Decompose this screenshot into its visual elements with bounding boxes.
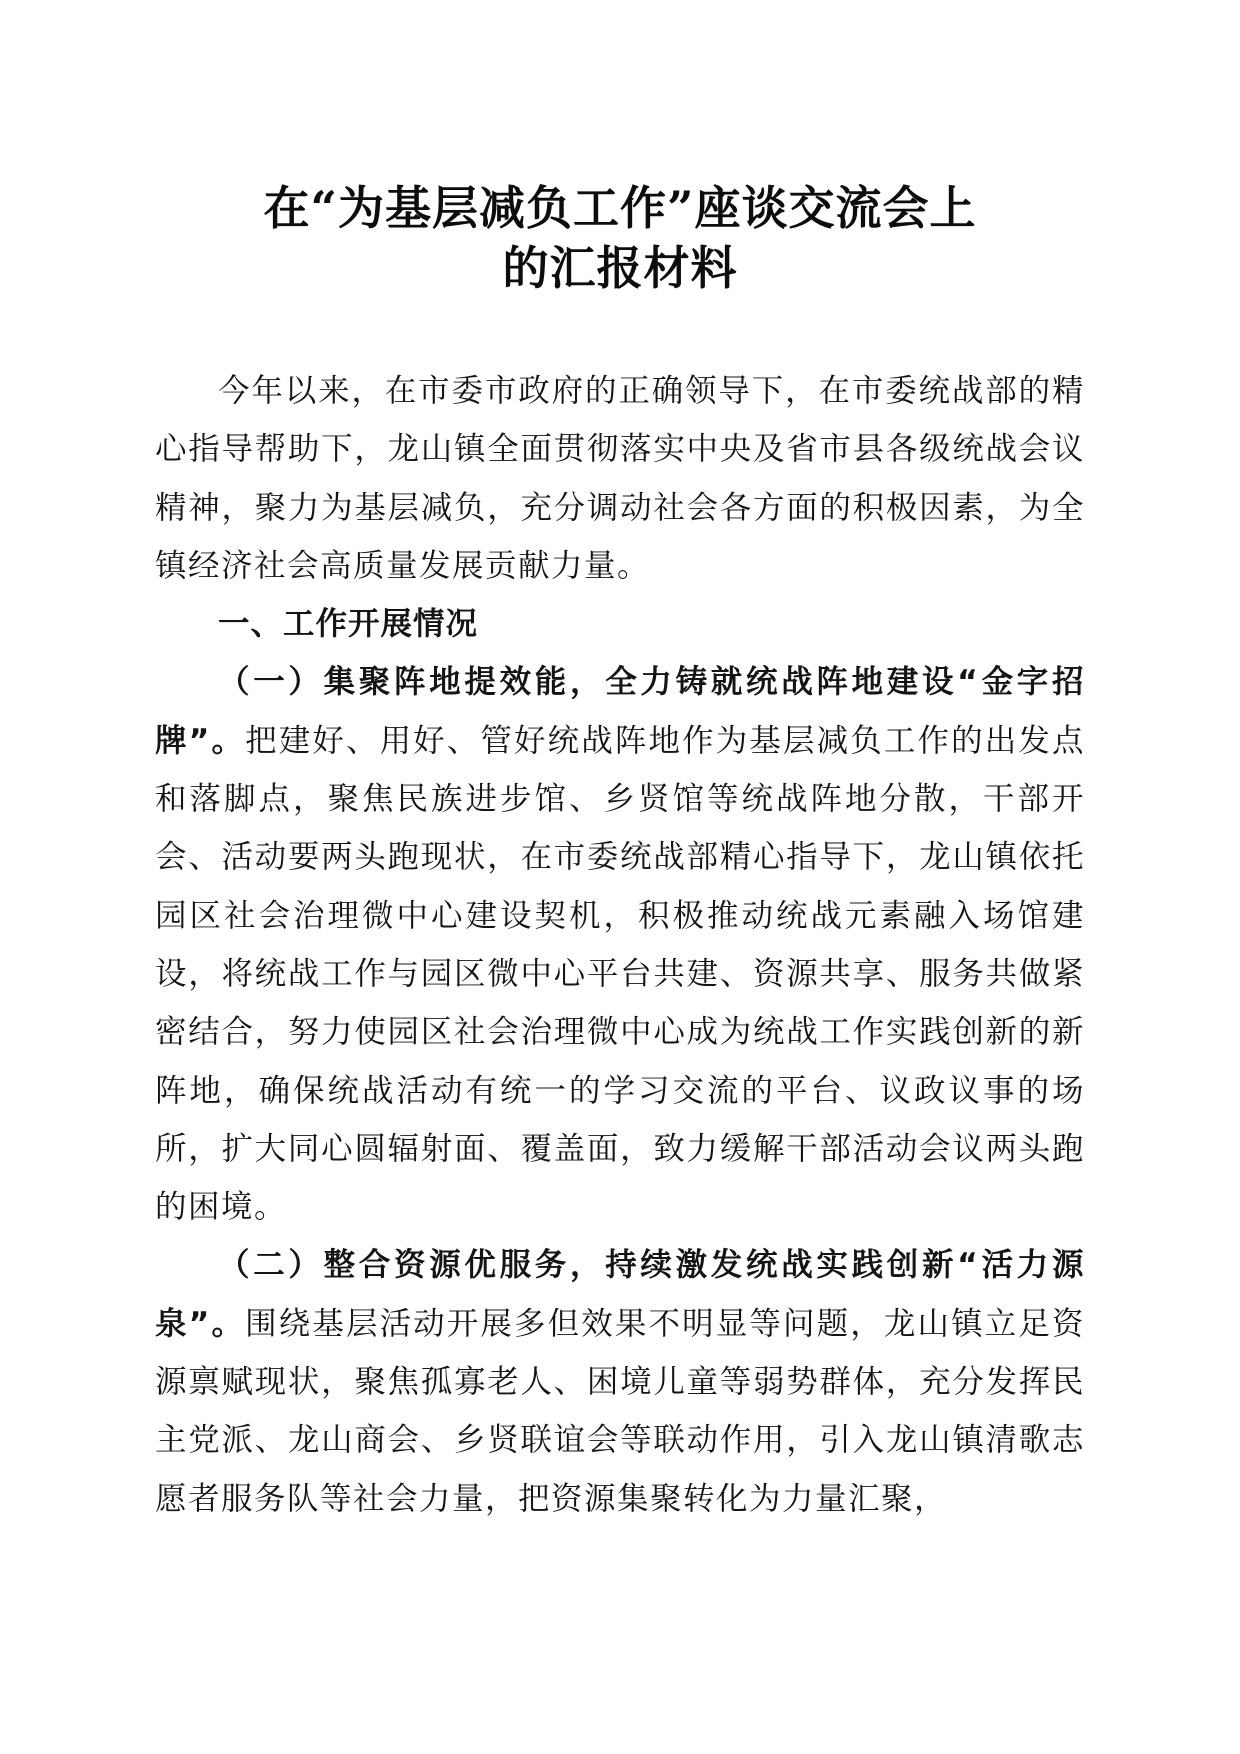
title-line-2: 的汇报材料 xyxy=(502,241,738,295)
section-heading-1: 一、工作开展情况 xyxy=(218,606,479,643)
document-title xyxy=(150,178,1090,298)
title-line-1: 在“为基层减负工作”座谈交流会上 xyxy=(263,181,977,235)
item-paragraph-1 xyxy=(155,653,1085,1236)
item-heading-2: （二）整合资源优服务，持续激发统战实践创新“活力源泉”。 xyxy=(155,1247,1085,1342)
item-heading-1: （一）集聚阵地提效能，全力铸就统战阵地建设“金字招牌”。 xyxy=(155,664,1085,759)
document-body xyxy=(155,362,1085,1528)
intro-paragraph: 今年以来，在市委市政府的正确领导下，在市委统战部的精心指导帮助下，龙山镇全面贯彻落实中央及省市县各级统战会议精神，聚力为基层减负，充分调动社会各方面的积极因素，为全镇经济社会高质量发展贡献力量。 xyxy=(155,373,1085,584)
item-body-2: 围绕基层活动开展多但效果不明显等问题，龙山镇立足资源禀赋现状，聚焦孤寡老人、困境儿童等弱势群体，充分发挥民主党派、龙山商会、乡贤联谊会等联动作用，引入龙山镇清歌志愿者服务队等社会力量，把资源集聚转化为力量汇聚， xyxy=(155,1305,1085,1517)
item-paragraph-2 xyxy=(155,1236,1085,1527)
item-body-1: 把建好、用好、管好统战阵地作为基层减负工作的出发点和落脚点，聚焦民族进步馆、乡贤馆等统战阵地分散，干部开会、活动要两头跑现状，在市委统战部精心指导下，龙山镇依托园区社会治理微中心建设契机，积极推动统战元素融入场馆建设，将统战工作与园区微中心平台共建、资源共享、服务共做紧密结合，努力使园区社会治理微中心成为统战工作实践创新的新阵地，确保统战活动有统一的学习交流的平台、议政议事的场所，扩大同心圆辐射面、覆盖面，致力缓解干部活动会议两头跑的困境。 xyxy=(155,722,1085,1226)
